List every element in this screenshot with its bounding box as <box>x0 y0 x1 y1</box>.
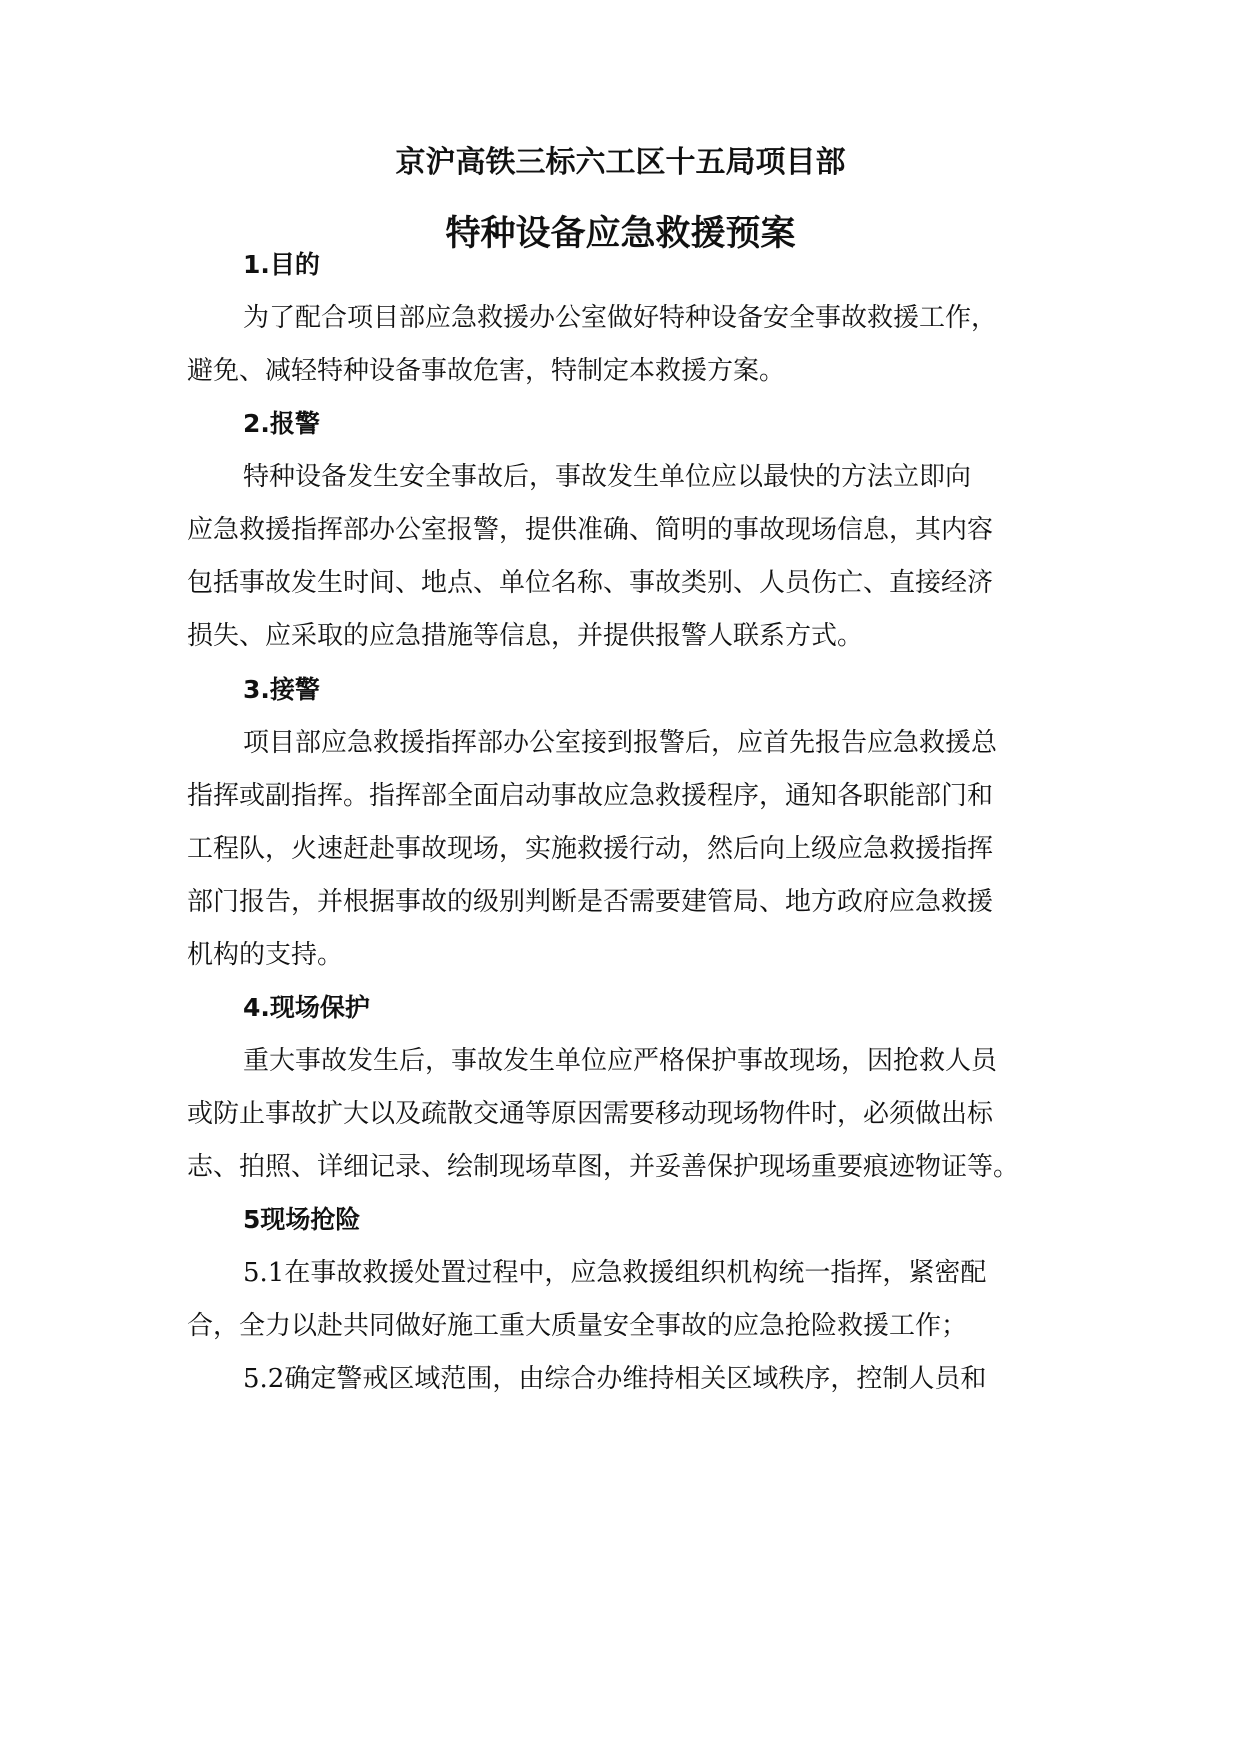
paragraph-line: 5.1在事故救援处置过程中，应急救援组织机构统一指挥，紧密配 <box>243 1258 987 1288</box>
paragraph-line: 工程队，火速赶赴事故现场，实施救援行动，然后向上级应急救援指挥 <box>187 834 994 864</box>
paragraph-line: 或防止事故扩大以及疏散交通等原因需要移动现场物件时，必须做出标 <box>187 1099 994 1129</box>
section-heading: 1.目的 <box>243 250 320 279</box>
paragraph-line: 指挥或副指挥。指挥部全面启动事故应急救援程序，通知各职能部门和 <box>187 781 994 811</box>
document-title-organization: 京沪高铁三标六工区十五局项目部 <box>395 145 846 180</box>
section-heading: 2.报警 <box>243 409 320 438</box>
paragraph-line: 志、拍照、详细记录、绘制现场草图，并妥善保护现场重要痕迹物证等。 <box>187 1152 1020 1182</box>
section-heading: 4.现场保护 <box>243 993 370 1022</box>
paragraph-line: 部门报告，并根据事故的级别判断是否需要建管局、地方政府应急救援 <box>187 887 994 917</box>
paragraph-line: 机构的支持。 <box>187 940 344 970</box>
paragraph-line: 合，全力以赴共同做好施工重大质量安全事故的应急抢险救援工作； <box>187 1311 968 1341</box>
paragraph-line: 为了配合项目部应急救援办公室做好特种设备安全事故救援工作， <box>243 303 998 333</box>
paragraph-line: 5.2确定警戒区域范围，由综合办维持相关区域秩序，控制人员和 <box>243 1364 987 1394</box>
section-heading: 5现场抢险 <box>243 1205 361 1234</box>
paragraph-line: 特种设备发生安全事故后，事故发生单位应以最快的方法立即向 <box>243 462 972 492</box>
paragraph-line: 应急救援指挥部办公室报警，提供准确、简明的事故现场信息，其内容 <box>187 515 994 545</box>
paragraph-line: 项目部应急救援指挥部办公室接到报警后，应首先报告应急救援总 <box>243 728 998 758</box>
paragraph-line: 包括事故发生时间、地点、单位名称、事故类别、人员伤亡、直接经济 <box>187 568 994 598</box>
paragraph-line: 损失、应采取的应急措施等信息，并提供报警人联系方式。 <box>187 621 864 651</box>
paragraph-line: 重大事故发生后，事故发生单位应严格保护事故现场，因抢救人员 <box>243 1046 998 1076</box>
document-title-plan: 特种设备应急救援预案 <box>445 214 796 254</box>
section-heading: 3.接警 <box>243 675 320 704</box>
paragraph-line: 避免、减轻特种设备事故危害，特制定本救援方案。 <box>187 356 786 386</box>
